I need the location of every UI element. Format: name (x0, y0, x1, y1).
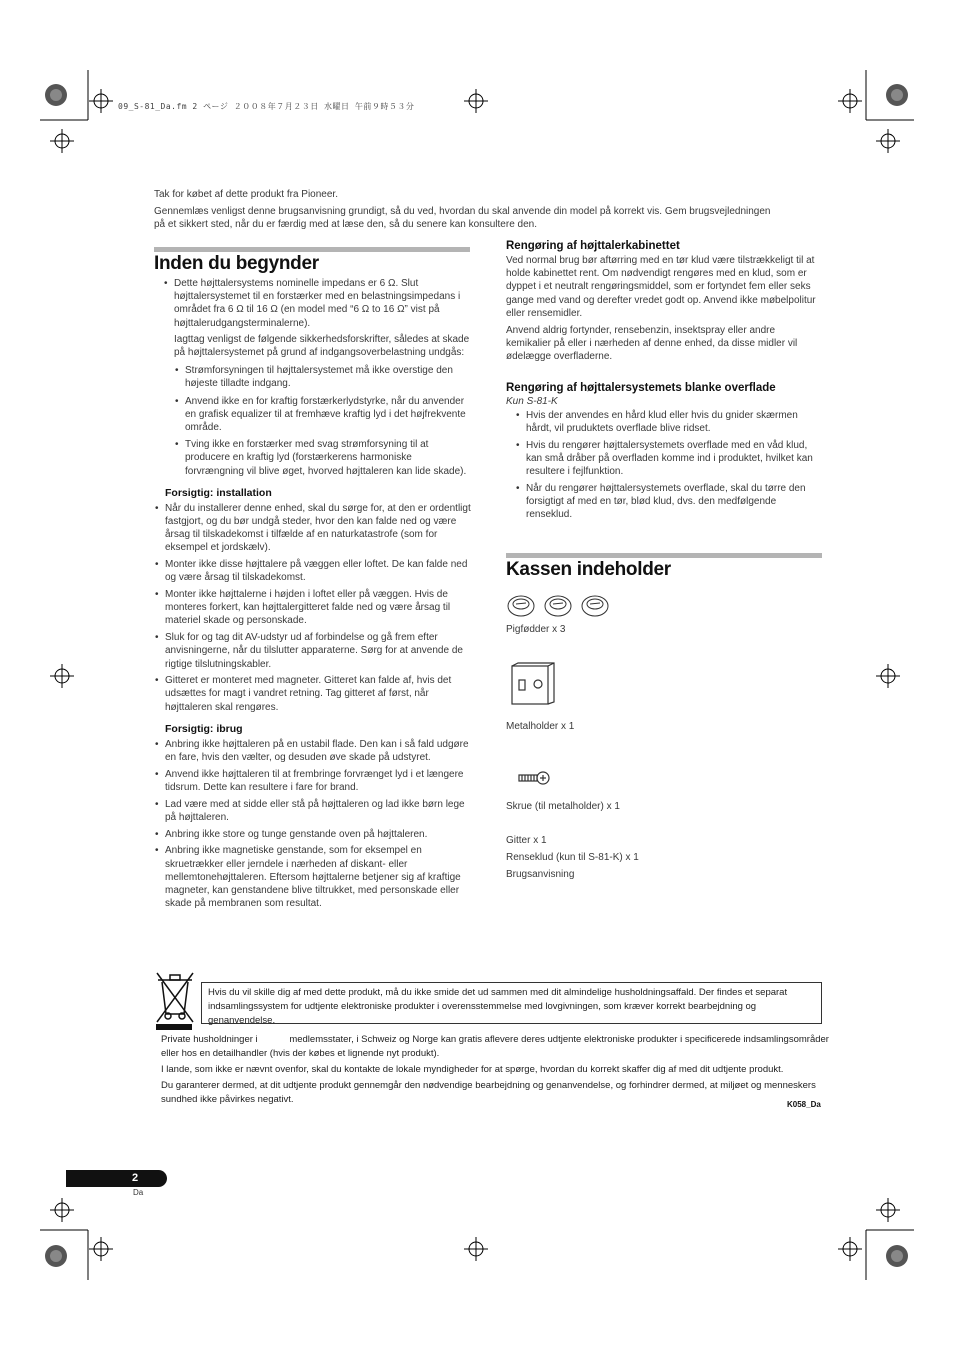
list-item: • Monter ikke højttalerne i højden i loftet eller på væggen. Hvis de monteres forkert, kan højttalergitteret falde ned og være årsag til materiel skade og personskade. (154, 588, 471, 628)
section-bar (154, 247, 470, 252)
gloss-heading: Rengøring af højttalersystemets blanke overflade (506, 381, 776, 394)
left-column (163, 277, 471, 914)
weee-bin-icon (154, 970, 196, 1032)
disposal-guarantee: Du garanterer dermed, at dit udtjente produkt gennemgår den nødvendige bearbejdning og genanvendelse, og forhindrer dermed, at miljøet og menneskers sundhed ikke påvirkes negativt. (161, 1080, 816, 1105)
item-screw: Skrue (til metalholder) x 1 (506, 801, 620, 812)
disposal-box: Hvis du vil skille dig af med dette produkt, må du ikke smide det ud sammen med dit almindelige husholdningsaffald. Der findes et separat indsamlingssystem for udtjente elektroniske produkter i overensstemmelse med lovgivningen, som kræver korrekt bearbejdning og genanvendelse. (201, 982, 822, 1024)
intro-thanks: Tak for købet af dette produkt fra Pioneer. (154, 189, 338, 200)
intro-read (154, 205, 834, 231)
list-item: • Når du installerer denne enhed, skal du sørge for, at den er ordentligt fastgjort, og du bør undgå steder, hvor den kan falde ned og være årsag til tilskadekomst i tilfælde af en naturkatastrofe (som for eksempel et jordskælv). (154, 502, 471, 555)
list-item: • Gitteret er monteret med magneter. Gitteret kan falde af, hvis det udsættes for magt i vandret retning. Tag gitteret af først, når højttaleren skal rengøres. (154, 674, 471, 714)
installation-heading: Forsigtig: installation (165, 486, 272, 499)
section-title-kassen: Kassen indeholder (506, 559, 671, 580)
cabinet-paragraph-2: Anvend aldrig fortynder, rensebenzin, insektspray eller andre kemikalier på eller i nærheden af denne enhed, da disse midler vil ødelægge overfladerne. (506, 325, 798, 363)
intro-bullets (163, 277, 471, 478)
right-column (506, 240, 822, 525)
disposal-other-countries: I lande, som ikke er nævnt ovenfor, skal du kontakte de lokale myndigheder for at spørge, hvordan du korrekt skaffer dig af med dit udtjente produkt. (161, 1064, 784, 1075)
list-item: • Anbring ikke store og tunge genstande oven på højttaleren. (154, 828, 471, 841)
use-heading: Forsigtig: ibrug (165, 722, 243, 735)
page-number: 2 (132, 1172, 139, 1184)
installation-bullets (154, 502, 471, 714)
item-cloth: Renseklud (kun til S-81-K) x 1 (506, 852, 639, 863)
impedance-text: Dette højttalersystems nominelle impedans er 6 Ω. Slut højttalersystemet til en forstærker med en belastningsimpedans i området fra 6 Ω til 16 Ω (en model med “6 Ω to 16 Ω” vist på højttalerudgangsterminalerne). (174, 278, 461, 329)
intro-read-line2: på et sikkert sted, når du er færdig med at læse den, så du senere kan konsultere den. (154, 219, 537, 231)
page-number-tab (66, 1170, 167, 1187)
page-language: Da (133, 1188, 144, 1197)
section-bar (506, 553, 822, 558)
list-item: • Hvis der anvendes en hård klud eller hvis du gnider skærmen hårdt, vil pruduktets overflade blive ridset. (515, 409, 822, 435)
cabinet-heading: Rengøring af højttalerkabinettet (506, 240, 680, 252)
item-grille: Gitter x 1 (506, 835, 547, 846)
metal-bracket-illustration (508, 662, 556, 708)
list-item: • Anvend ikke en for kraftig forstærkerlydstyrke, når du anvender en grafisk equalizer til at fremhæve kraftig lyd i det højfrekvente område. (174, 395, 471, 435)
intro-read-line1: Gennemlæs venligst denne brugsanvisning grundigt, så du ved, hvordan du skal anvende din model på korrekt vis. Gem brugsvejledningen (154, 206, 771, 217)
gloss-model: Kun S-81-K (506, 395, 558, 407)
list-item (163, 277, 471, 478)
cabinet-paragraph-1: Ved normal brug bør aftørring med en tør klud være tilstrækkeligt til at holde kabinettet rent. Om nødvendigt rengøres med en klud, som er dyppet i et neutralt rengøringsmiddel, som er fortyndet fem eller seks gange med vand og derefter vredet godt op. Anvend ikke møbelpolitur eller rensemidler. (506, 255, 816, 319)
disposal-households: Private husholdninger i medlemsstater, i Schweiz og Norge kan gratis aflevere deres udtjente elektroniske produkter i specificerede indsamlingsområder eller hos en detailhandler (hvis der købes et lignende nyt produkt). (161, 1034, 832, 1059)
print-header: 09_S-81_Da.fm 2 ページ ２００８年７月２３日 水曜日 午前９時５３分 (118, 102, 415, 111)
gloss-bullets (515, 409, 822, 522)
list-item: • Anbring ikke højttaleren på en ustabil flade. Den kan i så fald udgøre en fare, hvis den vælter, og desuden øve skade på udstyret. (154, 738, 471, 764)
sub-bullets (174, 364, 471, 478)
list-item: • Strømforsyningen til højttalersystemet må ikke overstige den højeste tilladte indgang. (174, 364, 471, 390)
list-item: • Monter ikke disse højttalere på væggen eller loftet. De kan falde ned og være årsag til tilskadekomst. (154, 558, 471, 584)
list-item: • Lad være med at sidde eller stå på højttaleren og lad ikke børn lege på højttaleren. (154, 798, 471, 824)
list-item: • Anvend ikke højttaleren til at frembringe forvrænget lyd i et længere tidsrum. Dette kan resultere i fare for brand. (154, 768, 471, 794)
list-item: • Hvis du rengører højttalersystemets overflade med en våd klud, kan små dråber på overfladen komme ind i produktet, hvilket kan resultere i fejlfunktion. (515, 439, 822, 479)
section-title-inden: Inden du begynder (154, 253, 319, 274)
item-bracket: Metalholder x 1 (506, 721, 575, 732)
disposal-paragraphs (161, 1033, 831, 1107)
item-feet: Pigfødder x 3 (506, 624, 566, 635)
list-item: • Sluk for og tag dit AV-udstyr ud af forbindelse og gå frem efter anvisningerne, når du tilslutter apparaterne. Sørg for at anvende de rigtige tilslutningskabler. (154, 631, 471, 671)
impedance-cont: Iagttag venligst de følgende sikkerhedsforskrifter, således at skade på højttalersystemet på grund af indgangsoverbelastning undgås: (174, 333, 470, 359)
screw-illustration (516, 768, 552, 788)
disposal-code: K058_Da (787, 1100, 821, 1109)
list-item: • Tving ikke en forstærker med svag strømforsyning til at producere en kraftig lyd (forstærkerens harmoniske forvrængning vil blive øget, hvorved højttaleren kan lide skade). (174, 438, 471, 478)
use-bullets (154, 738, 471, 910)
spike-feet-illustration (506, 592, 610, 620)
list-item: • Anbring ikke magnetiske genstande, som for eksempel en skruetrækker eller jerndele i nærheden af diskant- eller mellemtonehøjttaleren. Eftersom højttalerne betjener sig af kraftige magneter, kan genstandene blive tiltrukket, med personskade eller skade på membranen som resultat. (154, 844, 471, 910)
item-manual: Brugsanvisning (506, 869, 575, 880)
list-item: • Når du rengører højttalersystemets overflade, skal du tørre den forsigtigt af med en tør, blød klud, dvs. den medfølgende renseklud. (515, 482, 822, 522)
